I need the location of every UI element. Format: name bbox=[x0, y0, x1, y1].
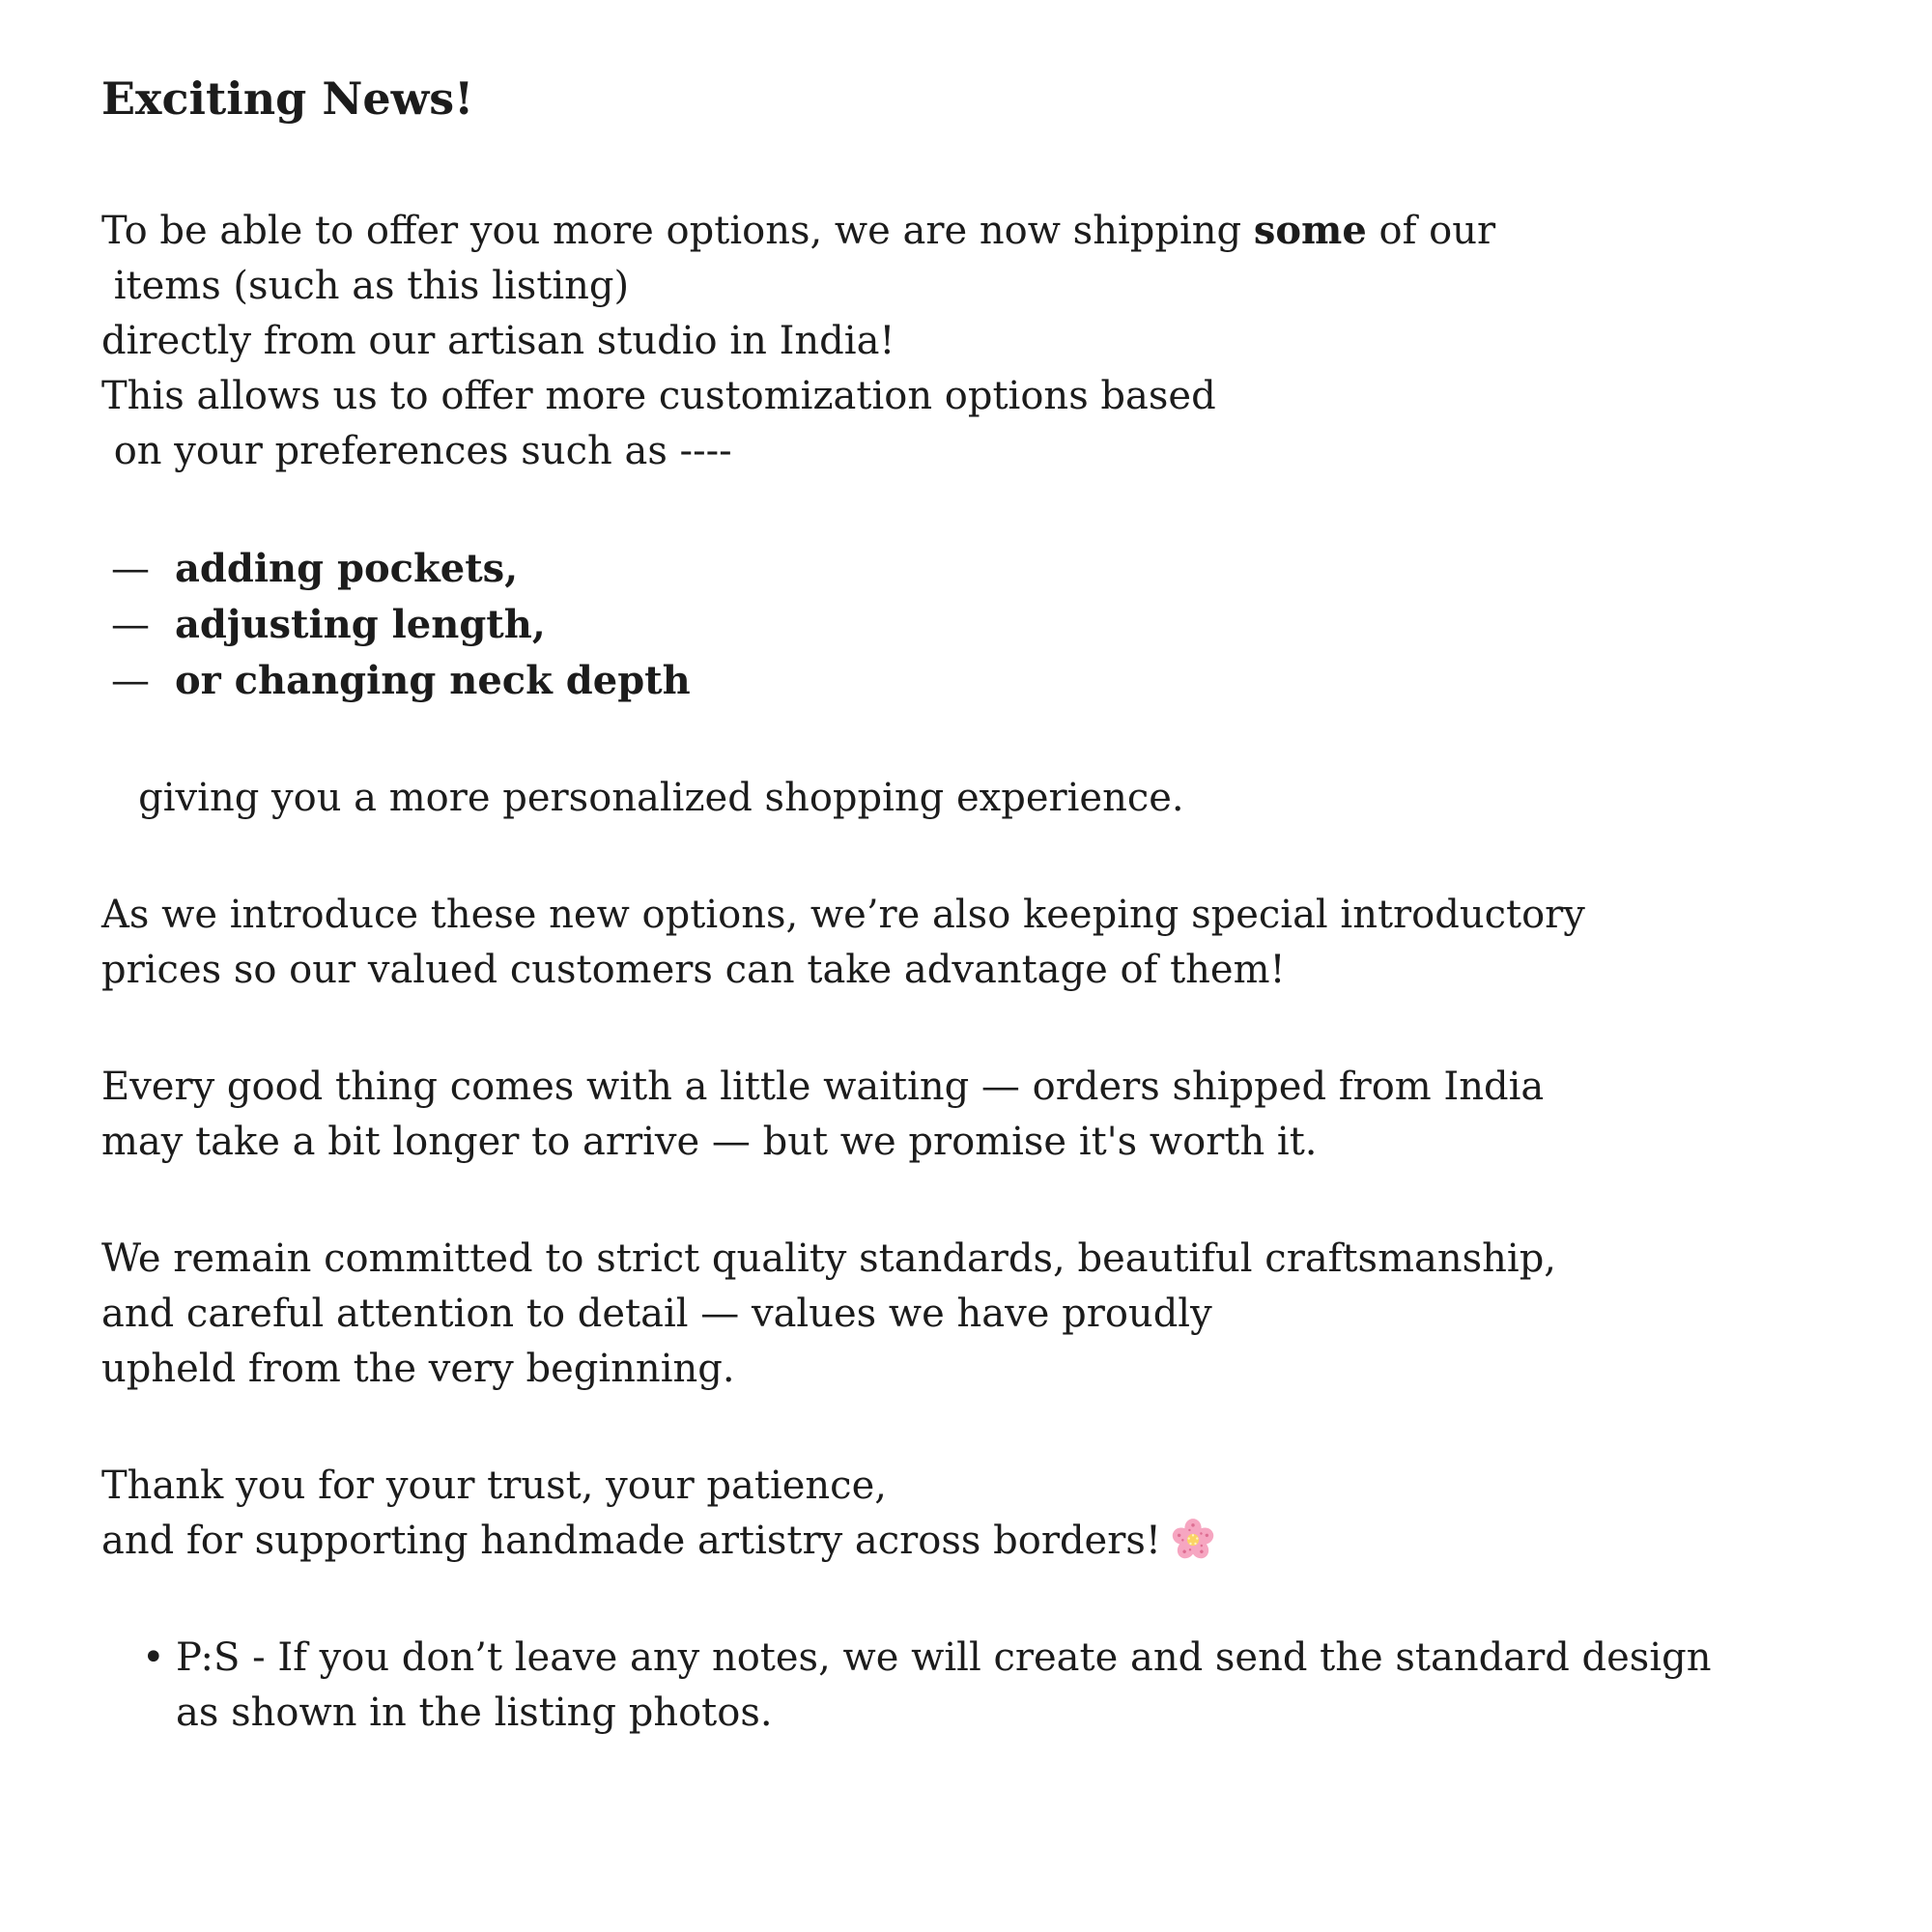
customization-options-list bbox=[101, 541, 1884, 709]
bullet-dot: • bbox=[142, 1635, 165, 1680]
quality-line3: upheld from the very beginning. bbox=[101, 1347, 735, 1391]
quality-line1: We remain committed to strict quality standards, beautiful craftsmanship, bbox=[101, 1236, 1557, 1281]
paragraph-quality bbox=[101, 1232, 1884, 1397]
option-item-label: or changing neck depth bbox=[175, 658, 691, 703]
ps-line2: as shown in the listing photos. bbox=[176, 1690, 773, 1735]
shipping-line1: Every good thing comes with a little waiting — orders shipped from India bbox=[101, 1065, 1545, 1109]
option-item-pockets bbox=[101, 541, 1884, 597]
paragraph-thanks bbox=[101, 1459, 1884, 1569]
ps-note-text bbox=[176, 1631, 1711, 1741]
thanks-line1: Thank you for your trust, your patience, bbox=[101, 1463, 887, 1508]
shipping-line2: may take a bit longer to arrive — but we promise it's worth it. bbox=[101, 1120, 1318, 1164]
ps-line1: P:S - If you don’t leave any notes, we will create and send the standard design bbox=[176, 1635, 1712, 1680]
prices-line1: As we introduce these new options, we’re also keeping special introductory bbox=[101, 893, 1585, 937]
option-item-label: adjusting length, bbox=[175, 602, 546, 647]
em-dash: — bbox=[111, 547, 150, 591]
intro-line5: on your preferences such as ---- bbox=[101, 429, 732, 473]
option-item-length bbox=[101, 597, 1884, 653]
paragraph-personalized bbox=[101, 771, 1884, 826]
prices-line2: prices so our valued customers can take advantage of them! bbox=[101, 948, 1286, 992]
quality-line2: and careful attention to detail — values we have proudly bbox=[101, 1292, 1212, 1336]
paragraph-intro bbox=[101, 203, 1884, 479]
ps-note-list-item bbox=[101, 1631, 1884, 1741]
option-item-neck-depth bbox=[101, 653, 1884, 709]
personalized-line1: giving you a more personalized shopping experience. bbox=[101, 776, 1184, 820]
option-item-label: adding pockets, bbox=[175, 546, 519, 591]
em-dash: — bbox=[111, 603, 150, 647]
intro-line3: directly from our artisan studio in India! bbox=[101, 319, 895, 363]
em-dash: — bbox=[111, 659, 150, 703]
intro-line1-bold: some bbox=[1253, 208, 1367, 253]
intro-line4: This allows us to offer more customization options based bbox=[101, 374, 1216, 418]
intro-line1-post: of our bbox=[1366, 209, 1496, 253]
thanks-line2: and for supporting handmade artistry across borders! bbox=[101, 1519, 1161, 1563]
intro-line1-pre: To be able to offer you more options, we are now shipping bbox=[101, 209, 1254, 253]
cherry-blossom-emoji bbox=[1171, 1518, 1215, 1562]
paragraph-shipping-wait bbox=[101, 1060, 1884, 1170]
paragraph-introductory-prices bbox=[101, 888, 1884, 998]
page-title: Exciting News! bbox=[101, 72, 474, 125]
intro-line2: items (such as this listing) bbox=[101, 264, 630, 308]
